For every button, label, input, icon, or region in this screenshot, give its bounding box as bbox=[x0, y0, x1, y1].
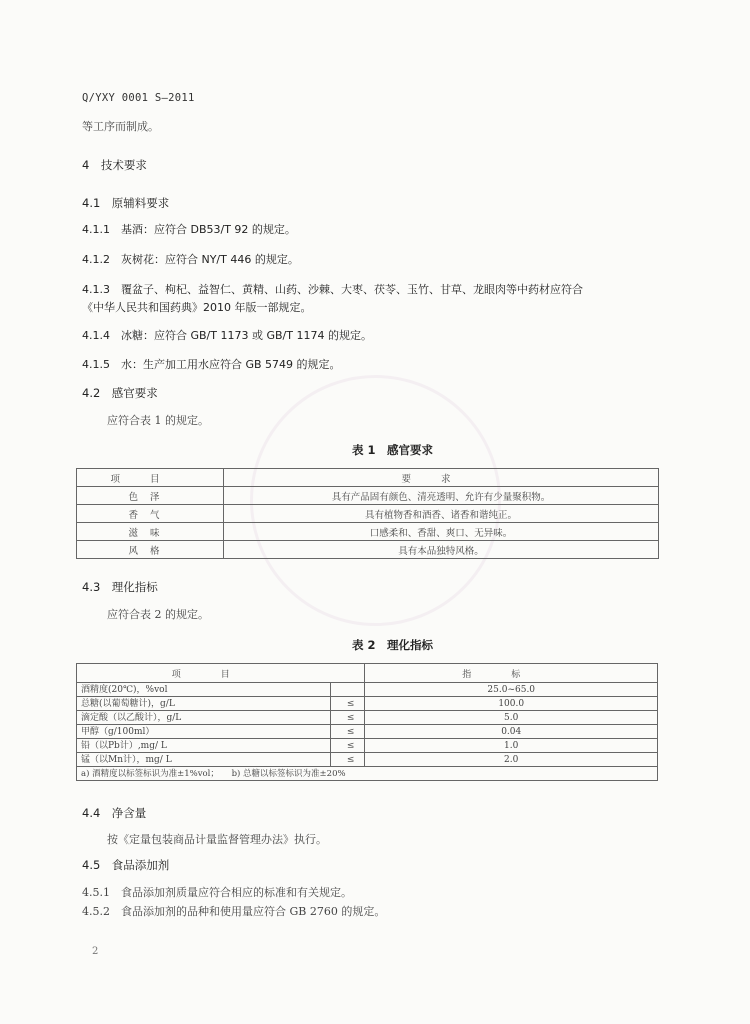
clause-4-1-1: 4.1.1 基酒：应符合 DB53/T 92 的规定。 bbox=[82, 223, 296, 236]
document-code: Q/YXY 0001 S—2011 bbox=[82, 92, 195, 104]
section-4-1-heading: 4.1 原辅料要求 bbox=[82, 196, 170, 210]
table-cell-value: 2.0 bbox=[365, 753, 658, 767]
table-cell-name: 滴定酸（以乙酸计），g/L bbox=[77, 711, 331, 725]
clause-4-5-2: 4.5.2 食品添加剂的品种和使用量应符合 GB 2760 的规定。 bbox=[82, 905, 386, 918]
table-cell-name: 总糖(以葡萄糖计)，g/L bbox=[77, 697, 331, 711]
table-cell-value: 100.0 bbox=[365, 697, 658, 711]
section-4-3-heading: 4.3 理化指标 bbox=[82, 580, 158, 594]
clause-4-1-3: 4.1.3 覆盆子、枸杞、益智仁、黄精、山药、沙棘、大枣、茯苓、玉竹、甘草、龙眼肉等中药材应符合 bbox=[82, 283, 583, 296]
table-row bbox=[77, 725, 658, 739]
table-cell-item: 滋味 bbox=[77, 523, 224, 541]
table-cell-name: 铅（以Pb计）,mg/ L bbox=[77, 739, 331, 753]
table-header-row bbox=[77, 664, 658, 683]
table-row bbox=[77, 739, 658, 753]
section-4-4-body: 按《定量包装商品计量监督管理办法》执行。 bbox=[107, 833, 327, 846]
table-cell-item: 香气 bbox=[77, 505, 224, 523]
table-cell-value: 0.04 bbox=[365, 725, 658, 739]
table-cell-requirement: 具有植物香和酒香、诸香和谐纯正。 bbox=[224, 505, 659, 523]
table-cell-operator: ≤ bbox=[330, 725, 365, 739]
clause-4-1-5: 4.1.5 水：生产加工用水应符合 GB 5749 的规定。 bbox=[82, 358, 341, 371]
table-header-requirement: 要求 bbox=[224, 469, 659, 487]
table-note-row bbox=[77, 767, 658, 781]
table1-caption: 表 1 感官要求 bbox=[352, 443, 434, 457]
table-cell-operator: ≤ bbox=[330, 711, 365, 725]
page-number: 2 bbox=[92, 946, 99, 957]
table-header-row bbox=[77, 469, 659, 487]
table-header-item: 项目 bbox=[77, 469, 224, 487]
table-cell-value: 5.0 bbox=[365, 711, 658, 725]
table-cell-item: 色泽 bbox=[77, 487, 224, 505]
table-cell-name: 锰（以Mn计），mg/ L bbox=[77, 753, 331, 767]
table-cell-operator bbox=[330, 683, 365, 697]
table-header-index: 指标 bbox=[365, 664, 658, 683]
table-cell-name: 甲醇（g/100ml） bbox=[77, 725, 331, 739]
table-cell-item: 风格 bbox=[77, 541, 224, 559]
table-cell-operator: ≤ bbox=[330, 753, 365, 767]
clause-4-1-2: 4.1.2 灰树花：应符合 NY/T 446 的规定。 bbox=[82, 253, 299, 266]
table-cell-requirement: 口感柔和、香甜、爽口、无异味。 bbox=[224, 523, 659, 541]
section-4-5-heading: 4.5 食品添加剂 bbox=[82, 858, 170, 872]
table2-caption: 表 2 理化指标 bbox=[352, 638, 434, 652]
clause-4-1-4: 4.1.4 冰糖：应符合 GB/T 1173 或 GB/T 1174 的规定。 bbox=[82, 329, 372, 342]
table-cell-value: 25.0~65.0 bbox=[365, 683, 658, 697]
clause-4-5-1: 4.5.1 食品添加剂质量应符合相应的标准和有关规定。 bbox=[82, 886, 352, 899]
intro-text: 等工序而制成。 bbox=[82, 120, 159, 133]
table-cell-operator: ≤ bbox=[330, 697, 365, 711]
table-row bbox=[77, 487, 659, 505]
table-note: a) 酒精度以标签标识为准±1%vol； b) 总糖以标签标识为准±20% bbox=[77, 767, 658, 781]
table-row bbox=[77, 697, 658, 711]
section-4-2-body: 应符合表 1 的规定。 bbox=[107, 414, 209, 427]
table-row bbox=[77, 523, 659, 541]
table-cell-requirement: 具有产品固有颜色、清亮透明、允许有少量聚积物。 bbox=[224, 487, 659, 505]
table-row bbox=[77, 505, 659, 523]
section-4-4-heading: 4.4 净含量 bbox=[82, 806, 147, 820]
clause-4-1-3-cont: 《中华人民共和国药典》2010 年版一部规定。 bbox=[82, 301, 312, 314]
table-row bbox=[77, 711, 658, 725]
table-cell-name: 酒精度(20℃)，%vol bbox=[77, 683, 331, 697]
table-cell-value: 1.0 bbox=[365, 739, 658, 753]
section-4-heading: 4 技术要求 bbox=[82, 158, 147, 172]
table-cell-requirement: 具有本品独特风格。 bbox=[224, 541, 659, 559]
table-row bbox=[77, 541, 659, 559]
table-header-item: 项目 bbox=[77, 664, 365, 683]
table-row bbox=[77, 683, 658, 697]
table-cell-operator: ≤ bbox=[330, 739, 365, 753]
section-4-2-heading: 4.2 感官要求 bbox=[82, 386, 158, 400]
physicochemical-index-table bbox=[76, 663, 658, 781]
section-4-3-body: 应符合表 2 的规定。 bbox=[107, 608, 209, 621]
sensory-requirements-table bbox=[76, 468, 659, 559]
table-row bbox=[77, 753, 658, 767]
